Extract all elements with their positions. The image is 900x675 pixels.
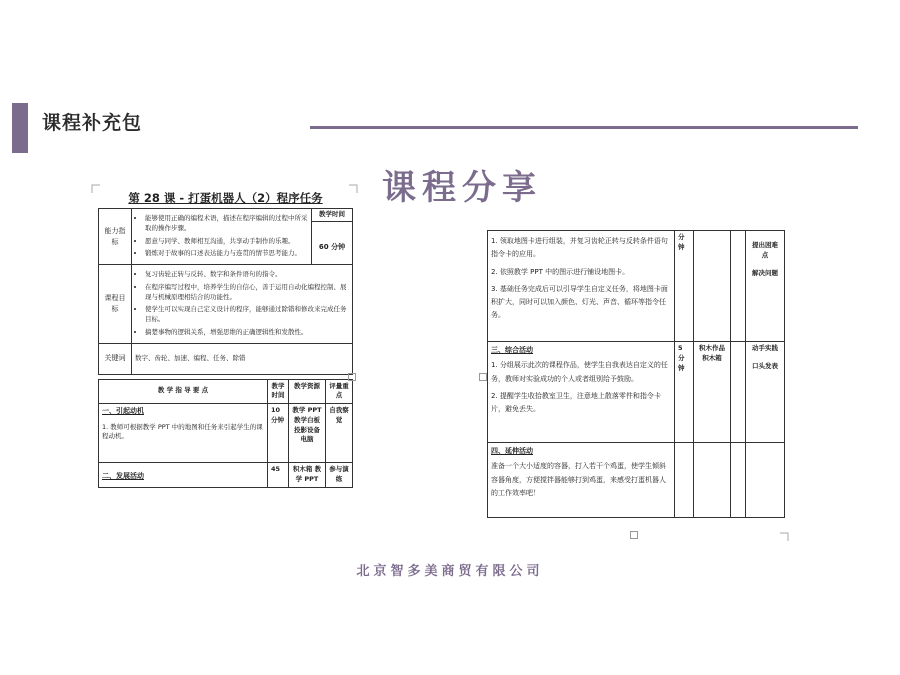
ability-content <box>132 209 312 265</box>
lesson-plan-page-left <box>98 186 353 534</box>
ability-item: • 锻炼对于故事的口述表达能力与连贯的情节思考能力。 <box>145 249 308 259</box>
section-resource: 积木箱 教学 PPT <box>289 463 326 488</box>
step-item: 3. 基础任务完成后可以引导学生自定义任务，将地图卡面积扩大，同时可以加入颜色、灯光、声音、循环等指令任务。 <box>491 284 668 320</box>
step-item: 2. 提醒学生收拾教室卫生，注意地上散落零件和指令卡片，避免丢失。 <box>491 391 661 414</box>
section-title: 一、引起动机 <box>102 407 144 415</box>
section-extension <box>488 443 675 518</box>
keywords-value: 数字、齿轮、加速、编程、任务、除错 <box>132 343 353 374</box>
assess-item: 解决问题 <box>752 268 778 277</box>
ability-label: 能力指标 <box>99 209 132 265</box>
row-resource <box>694 231 731 342</box>
lesson-table-guide <box>98 379 353 488</box>
time-header: 教学时间 <box>312 209 352 222</box>
section-development <box>99 463 268 488</box>
keywords-label: 关键词 <box>99 343 132 374</box>
section-resource: 教学 PPT 教学白板 投影设备 电脑 <box>289 404 326 463</box>
development-steps <box>488 231 675 342</box>
resize-handle-icon <box>630 531 638 539</box>
row-spacer <box>731 443 746 518</box>
section-text: 准备一个大小适度的容器，打入若干个鸡蛋，使学生倾斜容器角度，方便搅拌器能够打到鸡蛋，来感受打蛋机器人的工作效率吧！ <box>491 462 666 497</box>
section-title: 二、发展活动 <box>102 472 144 480</box>
row-time: 分钟 <box>675 231 694 342</box>
section-assess: 自我察觉 <box>326 404 353 463</box>
row-resource: 积木作品 积木箱 <box>694 342 731 443</box>
guide-header-points: 教 学 指 导 要 点 <box>99 379 268 404</box>
section-integration <box>488 342 675 443</box>
row-resource <box>694 443 731 518</box>
lesson-table-top <box>98 208 353 375</box>
assess-item: 口头发表 <box>752 361 778 370</box>
resize-handle-icon <box>348 373 356 381</box>
section-time: 10 分钟 <box>268 404 289 463</box>
goals-label: 课程目标 <box>99 265 132 344</box>
crop-mark-icon <box>349 183 359 193</box>
footer-company: 北京智多美商贸有限公司 <box>356 564 544 579</box>
goals-content <box>132 265 353 344</box>
section-assess: 参与演练 <box>326 463 353 488</box>
step-item: 2. 依照教学 PPT 中的图示进行铺设地图卡。 <box>491 267 630 276</box>
goal-item: • 在程序编写过程中，培养学生的自信心，善于运用自动化编程控制、展现与机械原理相结合的功能性。 <box>145 283 349 303</box>
row-spacer <box>731 342 746 443</box>
section-text: 1. 教师可根据教学 PPT 中的地图和任务来引起学生的课程动机。 <box>102 422 263 441</box>
page-title: 课程分享 <box>382 168 542 208</box>
section-time: 45 <box>268 463 289 488</box>
row-time <box>675 443 694 518</box>
section-title: 四、延伸活动 <box>491 447 533 455</box>
ability-item: • 能够使用正确的编程术语，描述在程序编辑的过程中所采取的操作步骤。 <box>145 214 308 234</box>
crop-mark-icon <box>780 531 790 541</box>
guide-header-resource: 教学资源 <box>289 379 326 404</box>
section-motivation <box>99 404 268 463</box>
ability-item: • 愿意与同学、教师相互沟通，共享动手制作的乐趣。 <box>145 237 308 247</box>
header-accent-bar <box>12 103 28 153</box>
crop-mark-icon <box>90 183 100 193</box>
guide-header-time: 教学时间 <box>268 379 289 404</box>
lesson-plan-page-right <box>487 230 785 530</box>
row-assess <box>746 342 785 443</box>
resize-handle-icon <box>479 373 487 381</box>
guide-header-assess: 评量重点 <box>326 379 353 404</box>
row-assess <box>746 443 785 518</box>
header-title: 课程补充包 <box>42 112 143 134</box>
row-assess <box>746 231 785 342</box>
goal-item: • 搞楚事物的逻辑关系，增强思维的正确逻辑性和发散性。 <box>145 328 349 338</box>
lesson-table-continued <box>487 230 785 518</box>
row-spacer <box>731 231 746 342</box>
time-value: 60 分钟 <box>318 242 346 251</box>
time-cell <box>312 209 353 265</box>
step-item: 1. 分组展示此次的课程作品，使学生自我表达自定义的任务，教师对实验成功的个人或者组别给予鼓励。 <box>491 361 668 383</box>
step-item: 1. 领取地图卡进行组装，并复习齿轮正转与反转条件语句指令卡的应用。 <box>491 237 668 259</box>
assess-item: 动手实践 <box>752 344 778 352</box>
header-divider <box>310 126 858 129</box>
assess-item: 提出困难点 <box>752 241 778 259</box>
lesson-title: 第 28 课 - 打蛋机器人（2）程序任务 <box>128 191 323 205</box>
section-title: 三、综合活动 <box>491 346 533 354</box>
goal-item: • 使学生可以实现自己定义设计的程序，能够通过除错和修改来完成任务目标。 <box>145 305 349 325</box>
row-time: 5 分钟 <box>675 342 694 443</box>
goal-item: • 复习齿轮正转与反转、数字和条件语句的指令。 <box>145 270 349 280</box>
